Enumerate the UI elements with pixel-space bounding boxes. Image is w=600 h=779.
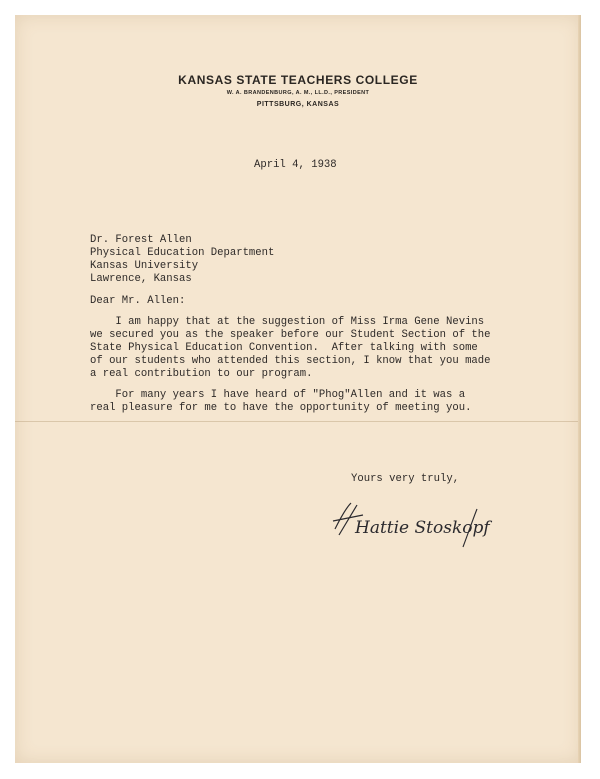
body-paragraph-1-line: we secured you as the speaker before our Student Section of the	[90, 329, 491, 341]
recipient-institution: Kansas University	[90, 260, 199, 272]
body-paragraph-1-line: State Physical Education Convention. After talking with some	[90, 342, 478, 354]
body-paragraph-1-line: a real contribution to our program.	[90, 368, 313, 380]
letter-paper	[15, 15, 581, 763]
salutation: Dear Mr. Allen:	[90, 295, 186, 307]
letter-date: April 4, 1938	[254, 159, 337, 171]
recipient-name: Dr. Forest Allen	[90, 234, 192, 246]
letterhead-president: W. A. BRANDENBURG, A. M., LL.D., PRESIDENT	[226, 90, 370, 96]
handwritten-signature	[327, 495, 517, 555]
body-paragraph-1-line: I am happy that at the suggestion of Miss Irma Gene Nevins	[90, 316, 485, 328]
recipient-department: Physical Education Department	[90, 247, 275, 259]
body-paragraph-1-line: of our students who attended this section, I know that you made	[90, 355, 491, 367]
body-paragraph-2-line: real pleasure for me to have the opportunity of meeting you.	[90, 402, 472, 414]
closing: Yours very truly,	[351, 473, 460, 485]
letterhead-city: PITTSBURG, KANSAS	[256, 101, 340, 108]
signature-text: Hattie Stoskopf	[355, 518, 490, 538]
fold-crease	[15, 421, 581, 422]
body-paragraph-2-line: For many years I have heard of "Phog"Allen and it was a	[90, 389, 466, 401]
letterhead-college: KANSAS STATE TEACHERS COLLEGE	[178, 73, 418, 87]
recipient-city: Lawrence, Kansas	[90, 273, 192, 285]
